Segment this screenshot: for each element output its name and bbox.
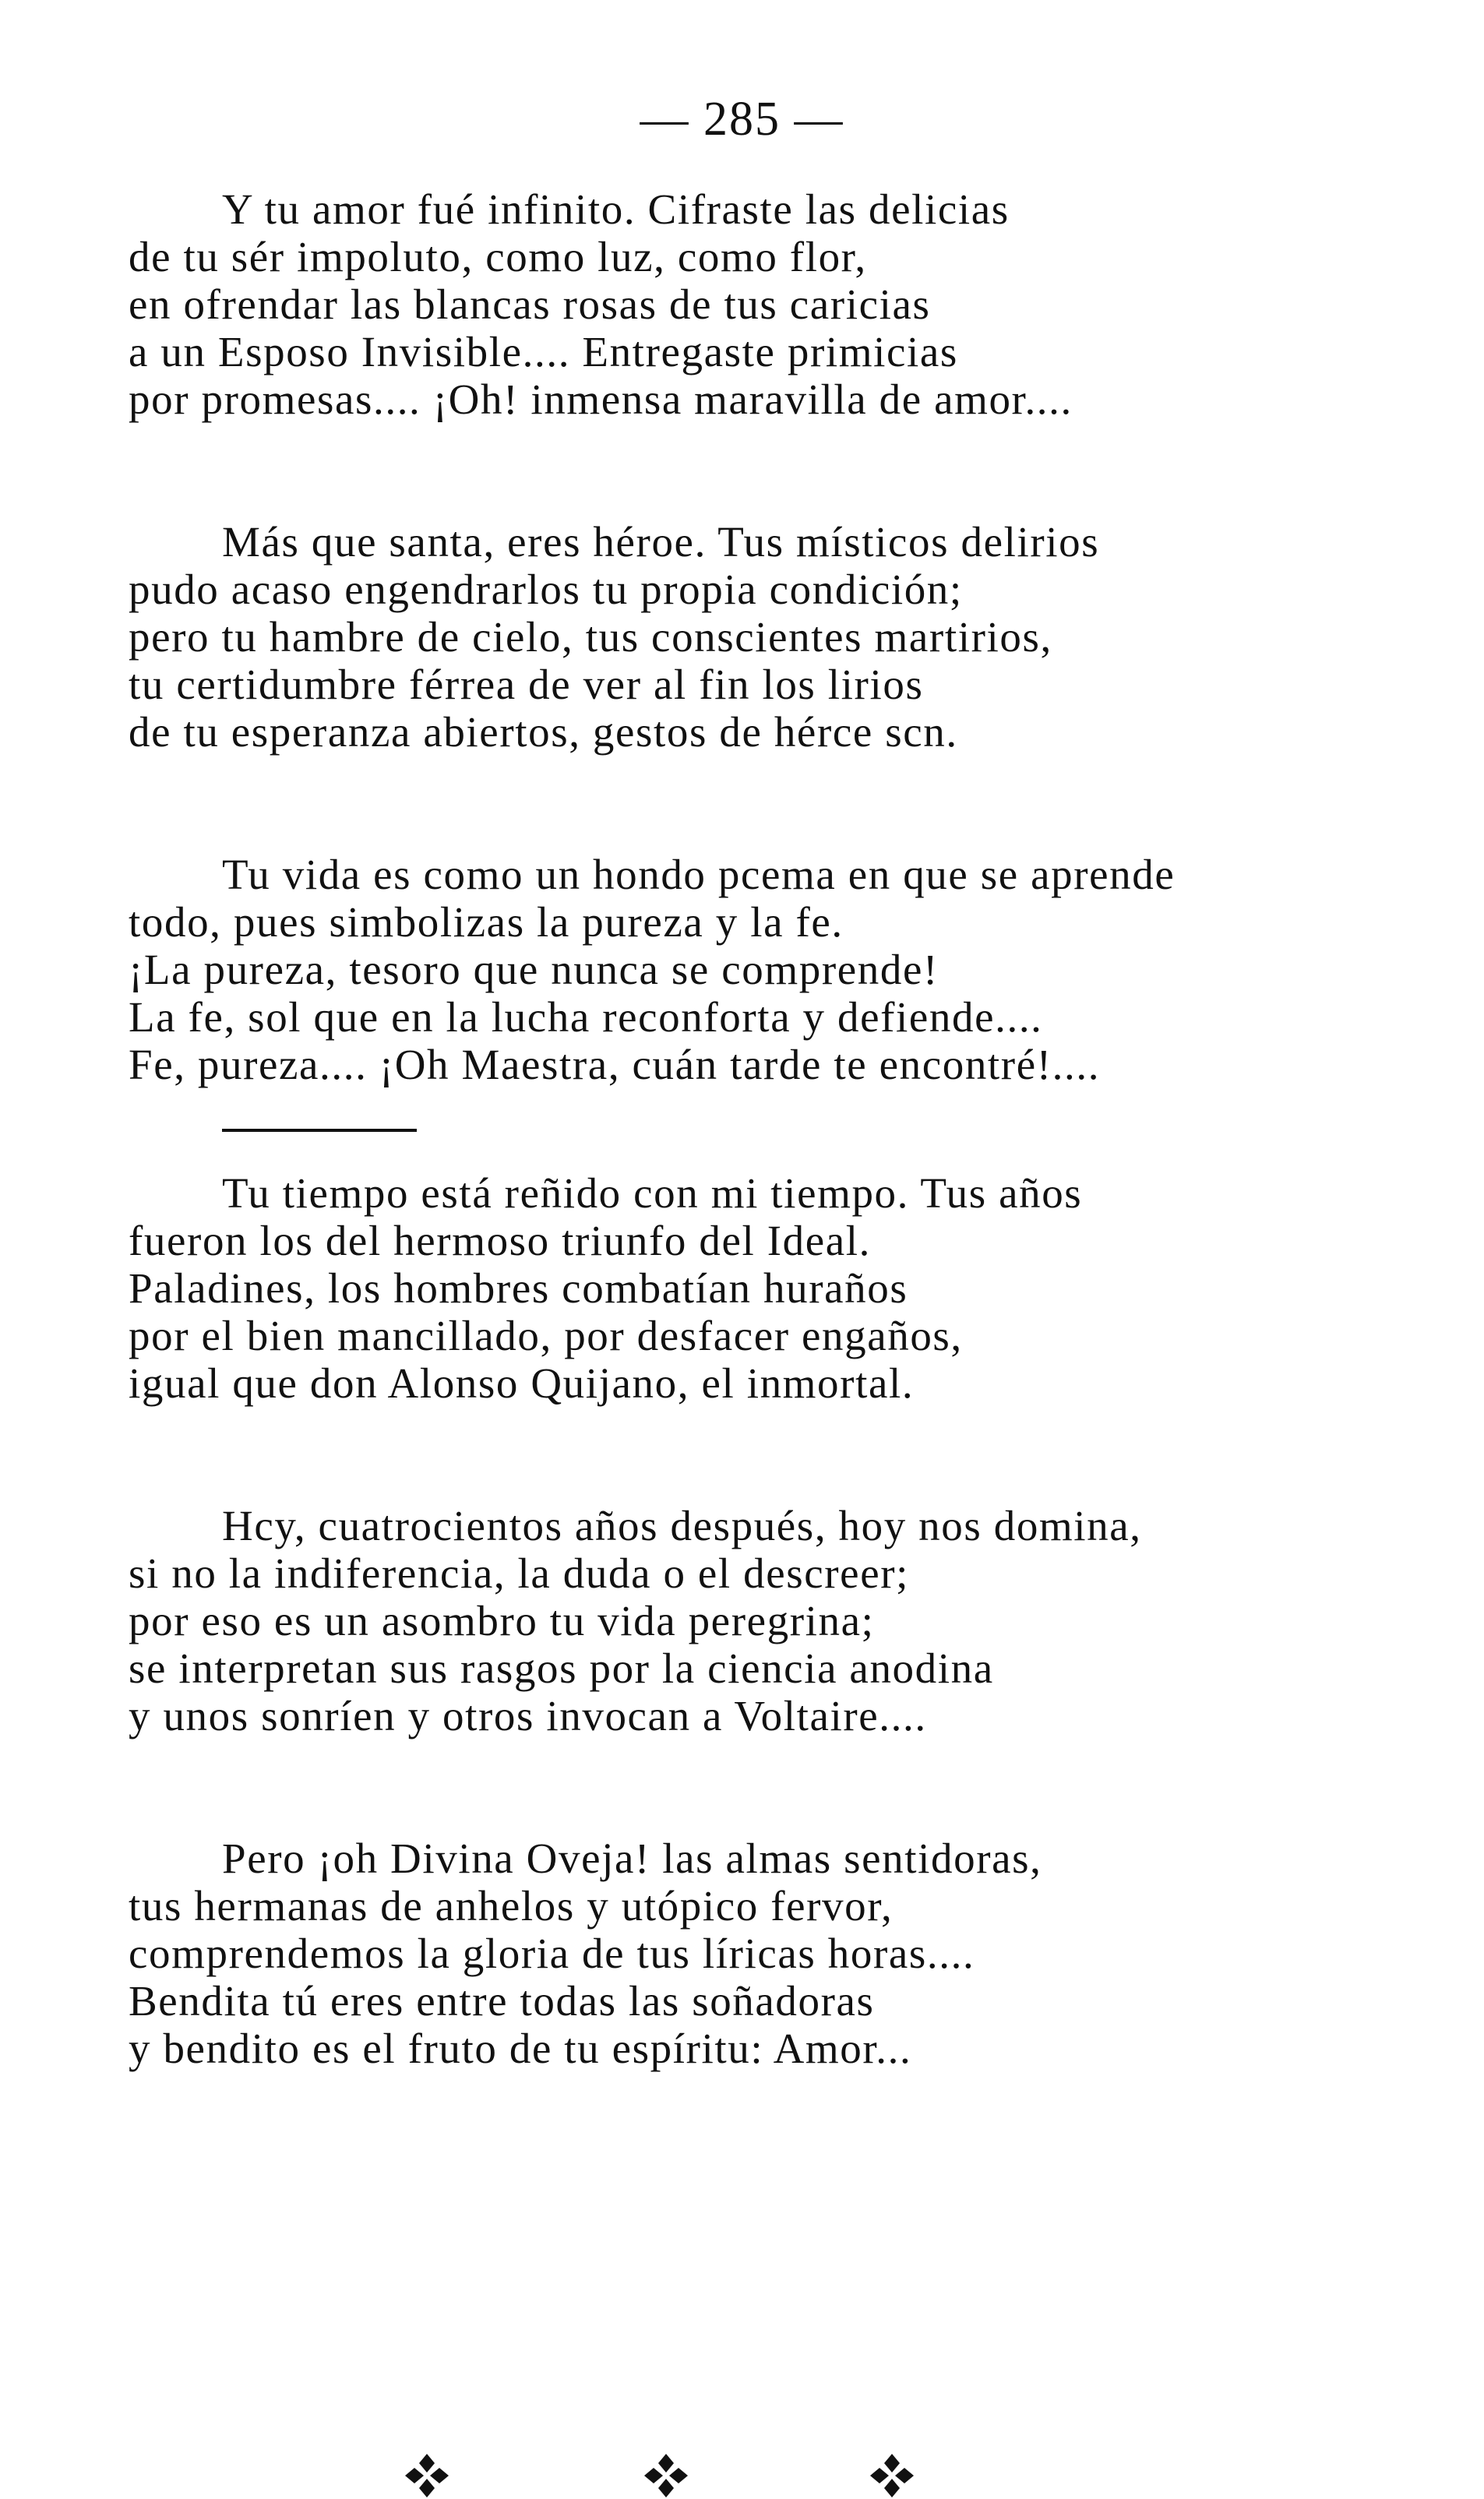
poem-line: si no la indiferencia, la duda o el descreer; <box>129 1549 910 1597</box>
stanza-1 <box>129 185 1375 423</box>
poem-line: La fe, sol que en la lucha reconforta y defiende.... <box>129 993 1043 1041</box>
poem-line: tu certidumbre férrea de ver al fin los lirios <box>129 661 924 708</box>
poem-line: a un Esposo Invisible.... Entregaste primicias <box>129 328 958 375</box>
stanza-3 <box>129 851 1375 1088</box>
poem-line: Tu vida es como un hondo pcema en que se aprende <box>222 851 1176 898</box>
poem-line: tus hermanas de anhelos y utópico fervor, <box>129 1882 894 1930</box>
four-diamond-ornament-icon <box>869 2452 915 2499</box>
poem-line: comprendemos la gloria de tus líricas horas.... <box>129 1930 975 1977</box>
poem-line: ¡La pureza, tesoro que nunca se comprende! <box>129 946 939 993</box>
poem-line: todo, pues simbolizas la pureza y la fe. <box>129 898 844 946</box>
poem-line: por el bien mancillado, por desfacer engaños, <box>129 1312 963 1359</box>
poem-line: Más que santa, eres héroe. Tus místicos delirios <box>222 518 1100 566</box>
stanza-2 <box>129 518 1375 756</box>
poem-line: Y tu amor fué infinito. Cifraste las delicias <box>222 185 1010 233</box>
four-diamond-ornament-icon <box>404 2452 450 2499</box>
poem-line: pudo acaso engendrarlos tu propia condición; <box>129 566 963 613</box>
poem-line: Hcy, cuatrocientos años después, hoy nos domina, <box>222 1502 1142 1549</box>
stanza-6 <box>129 1835 1375 2072</box>
poem-line: Tu tiempo está reñido con mi tiempo. Tus años <box>222 1169 1083 1217</box>
poem-line: y bendito es el fruto de tu espíritu: Amor... <box>129 2025 912 2072</box>
poem-line: Bendita tú eres entre todas las soñadoras <box>129 1977 875 2025</box>
poem-body <box>129 185 1375 2167</box>
poem-line: por eso es un asombro tu vida peregrina; <box>129 1597 875 1644</box>
poem-line: Fe, pureza.... ¡Oh Maestra, cuán tarde te encontré!.... <box>129 1041 1101 1088</box>
poem-line: de tu esperanza abiertos, gestos de hérce scn. <box>129 708 958 756</box>
poem-line: fueron los del hermoso triunfo del Ideal. <box>129 1217 871 1264</box>
poem-line: en ofrendar las blancas rosas de tus caricias <box>129 280 931 328</box>
poem-line: igual que don Alonso Quijano, el inmortal. <box>129 1359 915 1407</box>
page-number: — 285 — <box>640 93 844 146</box>
stanza-4 <box>129 1169 1375 1407</box>
poem-line: por promesas.... ¡Oh! inmensa maravilla de amor.... <box>129 375 1073 423</box>
poem-line: pero tu hambre de cielo, tus conscientes martirios, <box>129 613 1052 661</box>
poem-line: de tu sér impoluto, como luz, como flor, <box>129 233 867 280</box>
poem-line: Pero ¡oh Divina Oveja! las almas sentidoras, <box>222 1835 1042 1882</box>
section-divider-rule <box>222 1129 417 1132</box>
stanza-5 <box>129 1502 1375 1739</box>
poem-line: se interpretan sus rasgos por la ciencia anodina <box>129 1644 994 1692</box>
poem-line: y unos sonríen y otros invocan a Voltaire.... <box>129 1692 927 1739</box>
four-diamond-ornament-icon <box>643 2452 689 2499</box>
poem-line: Paladines, los hombres combatían huraños <box>129 1264 908 1312</box>
